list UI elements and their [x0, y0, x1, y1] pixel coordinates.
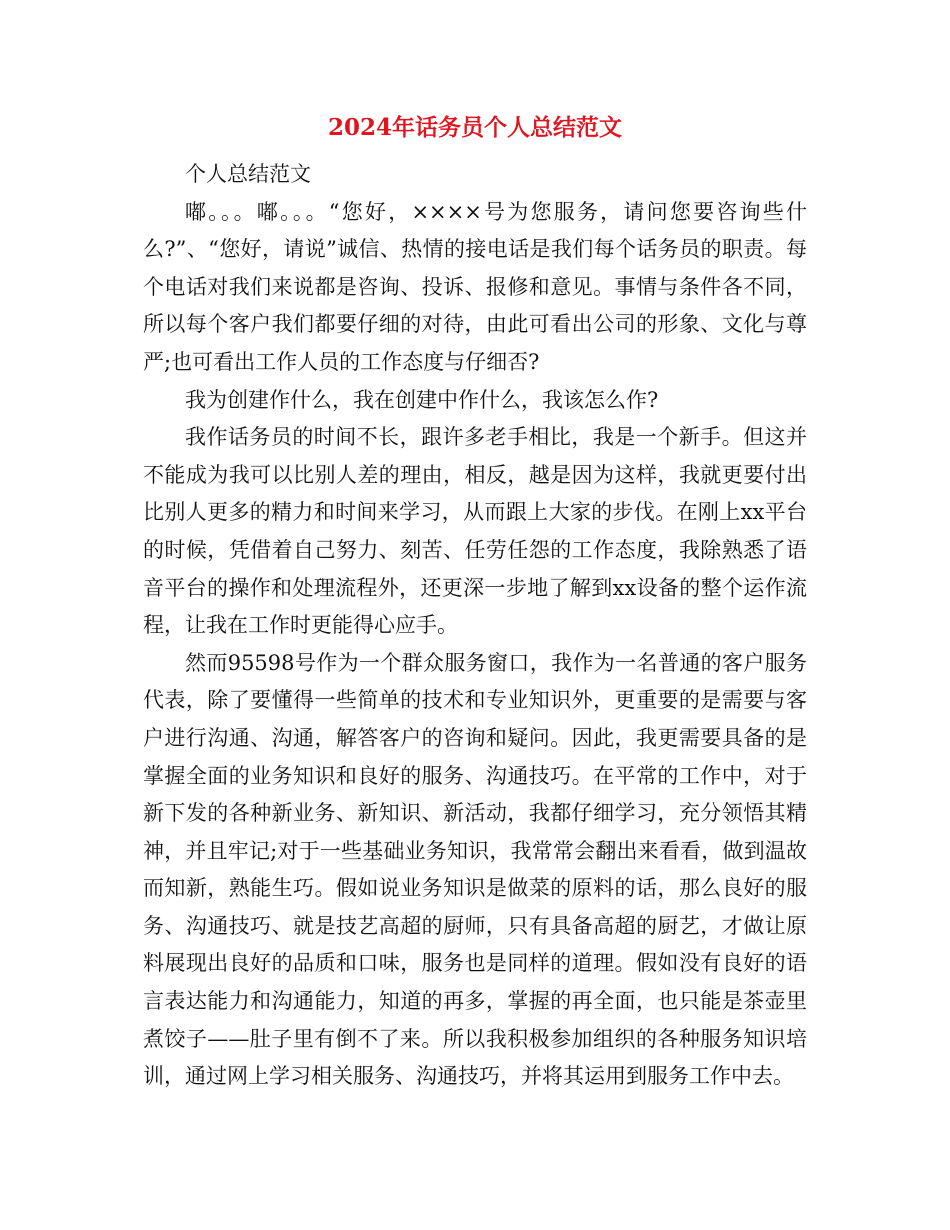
paragraph: 我为创建作什么，我在创建中作什么，我该怎么作? [185, 387, 659, 412]
document-body [143, 156, 807, 1096]
paragraph: 嘟。。。嘟。。。“您好，××××号为您服务，请问您要咨询些什么?”、“您好，请说”诚信、热情的接电话是我们每个话务员的职责。每个电话对我们来说都是咨询、投诉、报修和意见。事情与条件各不同，所以每个客户我们都要仔细的对待，由此可看出公司的形象、文化与尊严;也可看出工作人员的工作态度与仔细否? [143, 199, 807, 374]
paragraph-subtitle: 个人总结范文 [185, 162, 311, 186]
paragraph: 然而95598号作为一个群众服务窗口，我作为一名普通的客户服务代表，除了要懂得一些简单的技术和专业知识外，更重要的是需要与客户进行沟通、沟通，解答客户的咨询和疑问。因此，我更需要具备的是掌握全面的业务知识和良好的服务、沟通技巧。在平常的工作中，对于新下发的各种新业务、新知识、新活动，我都仔细学习，充分领悟其精神，并且牢记;对于一些基础业务知识，我常常会翻出来看看，做到温故而知新，熟能生巧。假如说业务知识是做菜的原料的话，那么良好的服务、沟通技巧、就是技艺高超的厨师，只有具备高超的厨艺，才做让原料展现出良好的品质和口味，服务也是同样的道理。假如没有良好的语言表达能力和沟通能力，知道的再多，掌握的再全面，也只能是茶壶里煮饺子——肚子里有倒不了来。所以我积极参加组织的各种服务知识培训，通过网上学习相关服务、沟通技巧，并将其运用到服务工作中去。 [143, 650, 807, 1089]
paragraph: 我作话务员的时间不长，跟许多老手相比，我是一个新手。但这并不能成为我可以比别人差的理由，相反，越是因为这样，我就更要付出比别人更多的精力和时间来学习，从而跟上大家的步伐。在刚上xx平台的时候，凭借着自己努力、刻苦、任劳任怨的工作态度，我除熟悉了语音平台的操作和处理流程外，还更深一步地了解到xx设备的整个运作流程，让我在工作时更能得心应手。 [143, 425, 807, 638]
document-title: 2024年话务员个人总结范文 [327, 114, 622, 141]
